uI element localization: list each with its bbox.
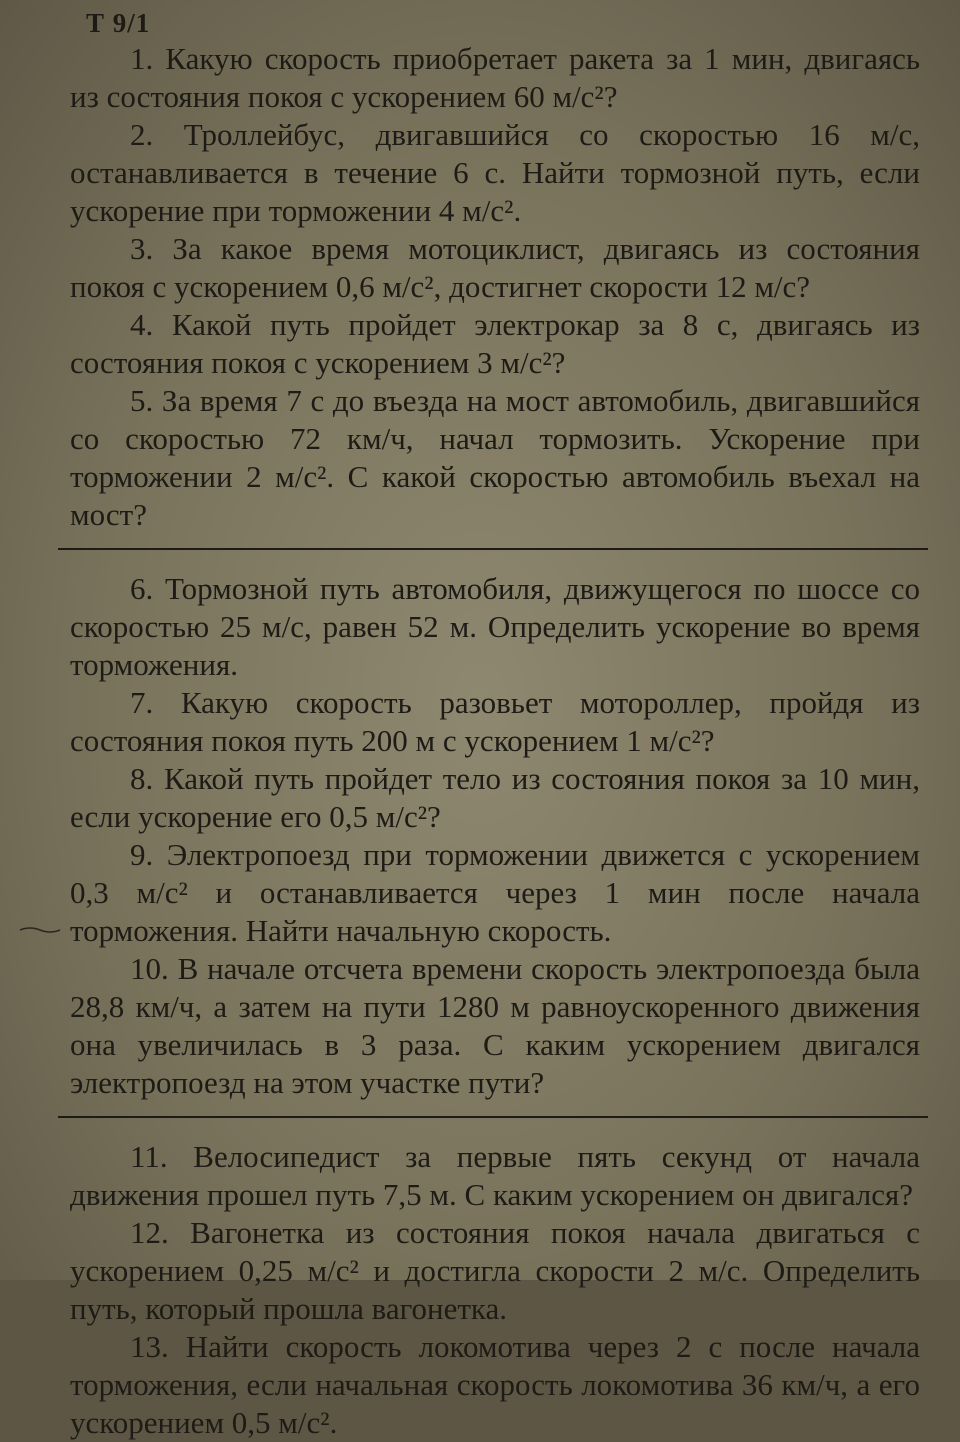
section-1	[70, 40, 920, 534]
section-divider	[58, 548, 928, 550]
problem-2	[70, 116, 920, 230]
problem-number: 5.	[130, 383, 154, 418]
problem-text: Какой путь пройдет электрокар за 8 с, двигаясь из состояния покоя с ускорением 3 м/с²?	[70, 307, 921, 380]
problem-13	[70, 1328, 920, 1442]
problem-4	[70, 306, 920, 382]
problem-text: За время 7 с до въезда на мост автомобиль, двигавшийся со скоростью 72 км/ч, начал тормозить. Ускорение при торможении 2 м/с². С какой скоростью автомобиль въехал на мост?	[70, 383, 921, 532]
problem-10	[70, 950, 920, 1102]
problem-number: 1.	[130, 41, 154, 76]
problem-text: За какое время мотоциклист, двигаясь из состояния покоя с ускорением 0,6 м/с², достигнет скорости 12 м/с?	[70, 231, 920, 304]
problem-11	[70, 1138, 920, 1214]
problem-5	[70, 382, 920, 534]
problem-3	[70, 230, 920, 306]
problem-number: 8.	[130, 761, 154, 796]
problem-text: Троллейбус, двигавшийся со скоростью 16 м/с, останавливается в течение 6 с. Найти тормозной путь, если ускорение при торможении 4 м/с².	[70, 117, 921, 228]
problem-12	[70, 1214, 920, 1328]
problem-6	[70, 570, 920, 684]
problem-number: 4.	[130, 307, 154, 342]
problem-number: 13.	[130, 1329, 169, 1364]
problem-8	[70, 760, 920, 836]
problem-text: Какую скорость приобретает ракета за 1 мин, двигаясь из состояния покоя с ускорением 60 м/с²?	[70, 41, 920, 114]
problem-9	[70, 836, 920, 950]
problem-text: Какой путь пройдет тело из состояния покоя за 10 мин, если ускорение его 0,5 м/с²?	[70, 761, 920, 834]
problem-number: 11.	[130, 1139, 168, 1174]
problem-text: Вагонетка из состояния покоя начала двигаться с ускорением 0,25 м/с² и достигла скорости 2 м/с. Определить путь, который прошла вагонетка.	[70, 1215, 920, 1326]
problem-number: 10.	[130, 951, 169, 986]
problem-number: 12.	[130, 1215, 169, 1250]
problem-text: В начале отсчета времени скорость электропоезда была 28,8 км/ч, а затем на пути 1280 м равноускоренного движения она увеличилась в 3 раза. С каким ускорением двигался электропоезд на этом участке пути?	[70, 951, 920, 1100]
problem-text: Найти скорость локомотива через 2 с после начала торможения, если начальная скорость локомотива 36 км/ч, а его ускорением 0,5 м/с².	[70, 1329, 921, 1440]
problem-number: 2.	[130, 117, 154, 152]
problem-number: 9.	[130, 837, 154, 872]
problem-text: Велосипедист за первые пять секунд от начала движения прошел путь 7,5 м. С каким ускорением он двигался?	[70, 1139, 921, 1212]
problem-1	[70, 40, 920, 116]
section-header: Т 9/1	[86, 8, 151, 38]
problem-7	[70, 684, 920, 760]
problem-text: Какую скорость разовьет мотороллер, пройдя из состояния покоя путь 200 м с ускорением 1 м/с²?	[70, 685, 921, 758]
problem-text: Тормозной путь автомобиля, движущегося по шоссе со скоростью 25 м/с, равен 52 м. Определить ускорение во время торможения.	[70, 571, 920, 682]
problem-text: Электропоезд при торможении движется с ускорением 0,3 м/с² и останавливается через 1 мин после начала торможения. Найти начальную скорость.	[70, 837, 920, 948]
pencil-mark	[20, 926, 60, 934]
problem-number: 7.	[130, 685, 154, 720]
section-divider	[58, 1116, 928, 1118]
section-3	[70, 1138, 920, 1442]
problem-number: 6.	[130, 571, 154, 606]
problem-number: 3.	[130, 231, 154, 266]
section-2	[70, 570, 920, 1102]
textbook-page	[70, 6, 920, 1442]
